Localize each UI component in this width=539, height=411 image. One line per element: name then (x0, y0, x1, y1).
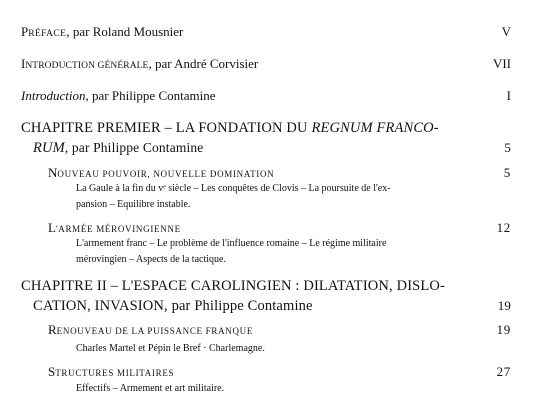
toc-section-structures-militaires (48, 364, 511, 380)
section-summary: Charles Martel et Pépin le Bref · Charlemagne. (76, 343, 265, 354)
toc-page-number: 19 (497, 298, 511, 313)
chapter-title: CHAPITRE II – L'ESPACE CAROLINGIEN : DILATATION, DISLO- CATION, INVASION, par Philippe Contamine (21, 278, 446, 314)
toc-page-number: 5 (503, 165, 511, 180)
toc-entry-title: INTRODUCTION GÉNÉRALE, par André Corvisier (21, 56, 259, 71)
toc-page-number: 5 (504, 140, 511, 155)
section-title: NOUVEAU POUVOIR, NOUVELLE DOMINATION (48, 165, 275, 180)
toc-page-number: V (501, 24, 511, 39)
section-title: L'ARMÉE MÉROVINGIENNE (48, 220, 181, 235)
toc-section-renouveau (48, 322, 511, 338)
toc-page-number: 27 (496, 364, 511, 379)
section-summary: L'armement franc – Le problème de l'influence romaine – Le régime militaire mérovingien – Aspects de la tactique. (76, 238, 387, 265)
toc-page-number: 12 (496, 220, 511, 235)
section-summary: La Gaule à la fin du vᵉ siècle – Les conquêtes de Clovis – La poursuite de l'ex- pansion – Equilibre instable. (76, 183, 391, 210)
toc-entry-preface (21, 24, 511, 40)
section-title: RENOUVEAU DE LA PUISSANCE FRANQUE (48, 322, 254, 337)
toc-entry-title: PRÉFACE, par Roland Mousnier (21, 24, 184, 39)
toc-chapter-1 (21, 118, 511, 158)
section-title: STRUCTURES MILITAIRES (48, 364, 175, 379)
toc-entry-introduction (21, 88, 511, 104)
chapter-title: CHAPITRE PREMIER – LA FONDATION DU REGNUM FRANCO- RUM, par Philippe Contamine (21, 120, 439, 156)
toc-page-number: I (506, 88, 511, 103)
toc-section-nouveau-pouvoir (48, 165, 511, 181)
toc-page-number: VII (492, 56, 511, 71)
toc-section-armee-merovingienne (48, 220, 511, 236)
section-summary: Effectifs – Armement et art militaire. (76, 383, 225, 394)
toc-entry-title: Introduction, par Philippe Contamine (21, 88, 216, 103)
toc-entry-introduction-generale (21, 56, 511, 72)
toc-page-number: 19 (496, 322, 511, 337)
toc-chapter-2 (21, 276, 511, 316)
